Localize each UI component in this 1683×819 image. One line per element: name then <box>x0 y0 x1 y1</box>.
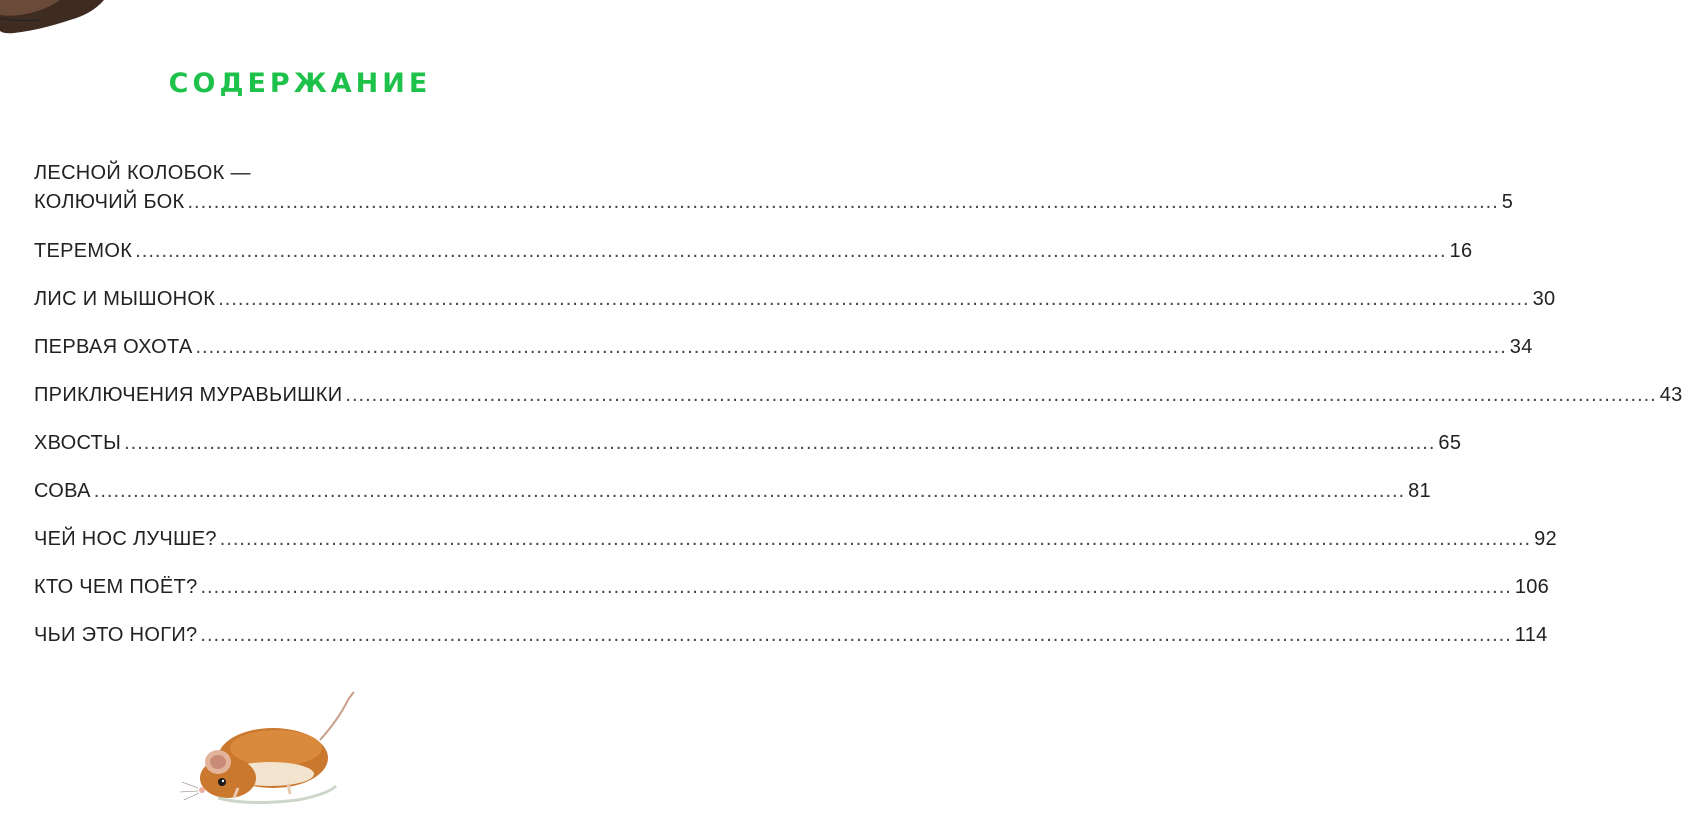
toc-entry <box>34 528 1557 553</box>
leader-dots: ........................................................................................................................................................................................................ <box>200 576 1512 598</box>
leader-dots: ........................................................................................................................................................................................................ <box>124 432 1436 454</box>
toc-entry-title: ТЕРЕМОК <box>34 240 133 262</box>
leader-dots: ........................................................................................................................................................................................................ <box>187 191 1499 213</box>
toc-entry-page: 92 <box>1534 528 1557 550</box>
leader-dots: ........................................................................................................................................................................................................ <box>195 336 1507 358</box>
toc-entry <box>34 162 1514 216</box>
toc-entry-page: 114 <box>1514 624 1548 646</box>
toc-entry-title: ЛИС И МЫШОНОК <box>34 288 216 310</box>
toc-entry <box>34 432 1462 457</box>
toc-entry-title: ЧЬИ ЭТО НОГИ? <box>34 624 198 646</box>
mouse-illustration <box>178 690 358 808</box>
toc-entry-page: 16 <box>1449 240 1473 262</box>
leader-dots: ........................................................................................................................................................................................................ <box>219 528 1532 550</box>
page-title: СОДЕРЖАНИЕ <box>168 68 432 99</box>
toc-entry-title: КОЛЮЧИЙ БОК <box>34 191 185 213</box>
toc-entry-page: 65 <box>1438 432 1462 454</box>
leader-dots: ........................................................................................................................................................................................................ <box>200 624 1512 646</box>
toc-entry <box>34 624 1548 649</box>
toc-entry <box>34 336 1533 361</box>
leader-dots: ........................................................................................................................................................................................................ <box>135 240 1447 262</box>
toc-entry-title: ПЕРВАЯ ОХОТА <box>34 336 193 358</box>
toc-entry-page: 106 <box>1514 576 1550 598</box>
toc-entry-page: 30 <box>1532 288 1556 310</box>
leader-dots: ........................................................................................................................................................................................................ <box>218 288 1530 310</box>
toc-entry-page: 5 <box>1501 191 1514 213</box>
leader-dots: ........................................................................................................................................................................................................ <box>345 384 1657 406</box>
toc-entry-title: ЧЕЙ НОС ЛУЧШЕ? <box>34 528 217 550</box>
toc-entry <box>34 288 1556 313</box>
toc-entry <box>34 480 1431 505</box>
toc-entry <box>34 240 1473 265</box>
toc-entry-title: СОВА <box>34 480 91 502</box>
toc-entry-page: 81 <box>1408 480 1431 502</box>
toc-entry-title: КТО ЧЕМ ПОЁТ? <box>34 576 198 598</box>
corner-illustration <box>0 0 110 36</box>
leader-dots: ........................................................................................................................................................................................................ <box>93 480 1406 502</box>
toc-entry <box>34 384 1683 409</box>
toc-entry <box>34 576 1550 601</box>
toc-entry-title: ХВОСТЫ <box>34 432 122 454</box>
toc-entry-page: 34 <box>1509 336 1533 358</box>
toc-entry-page: 43 <box>1659 384 1683 406</box>
table-of-contents <box>34 162 1683 649</box>
toc-entry-title: ПРИКЛЮЧЕНИЯ МУРАВЬИШКИ <box>34 384 343 406</box>
toc-entry-title-line: ЛЕСНОЙ КОЛОБОК — <box>34 162 251 184</box>
